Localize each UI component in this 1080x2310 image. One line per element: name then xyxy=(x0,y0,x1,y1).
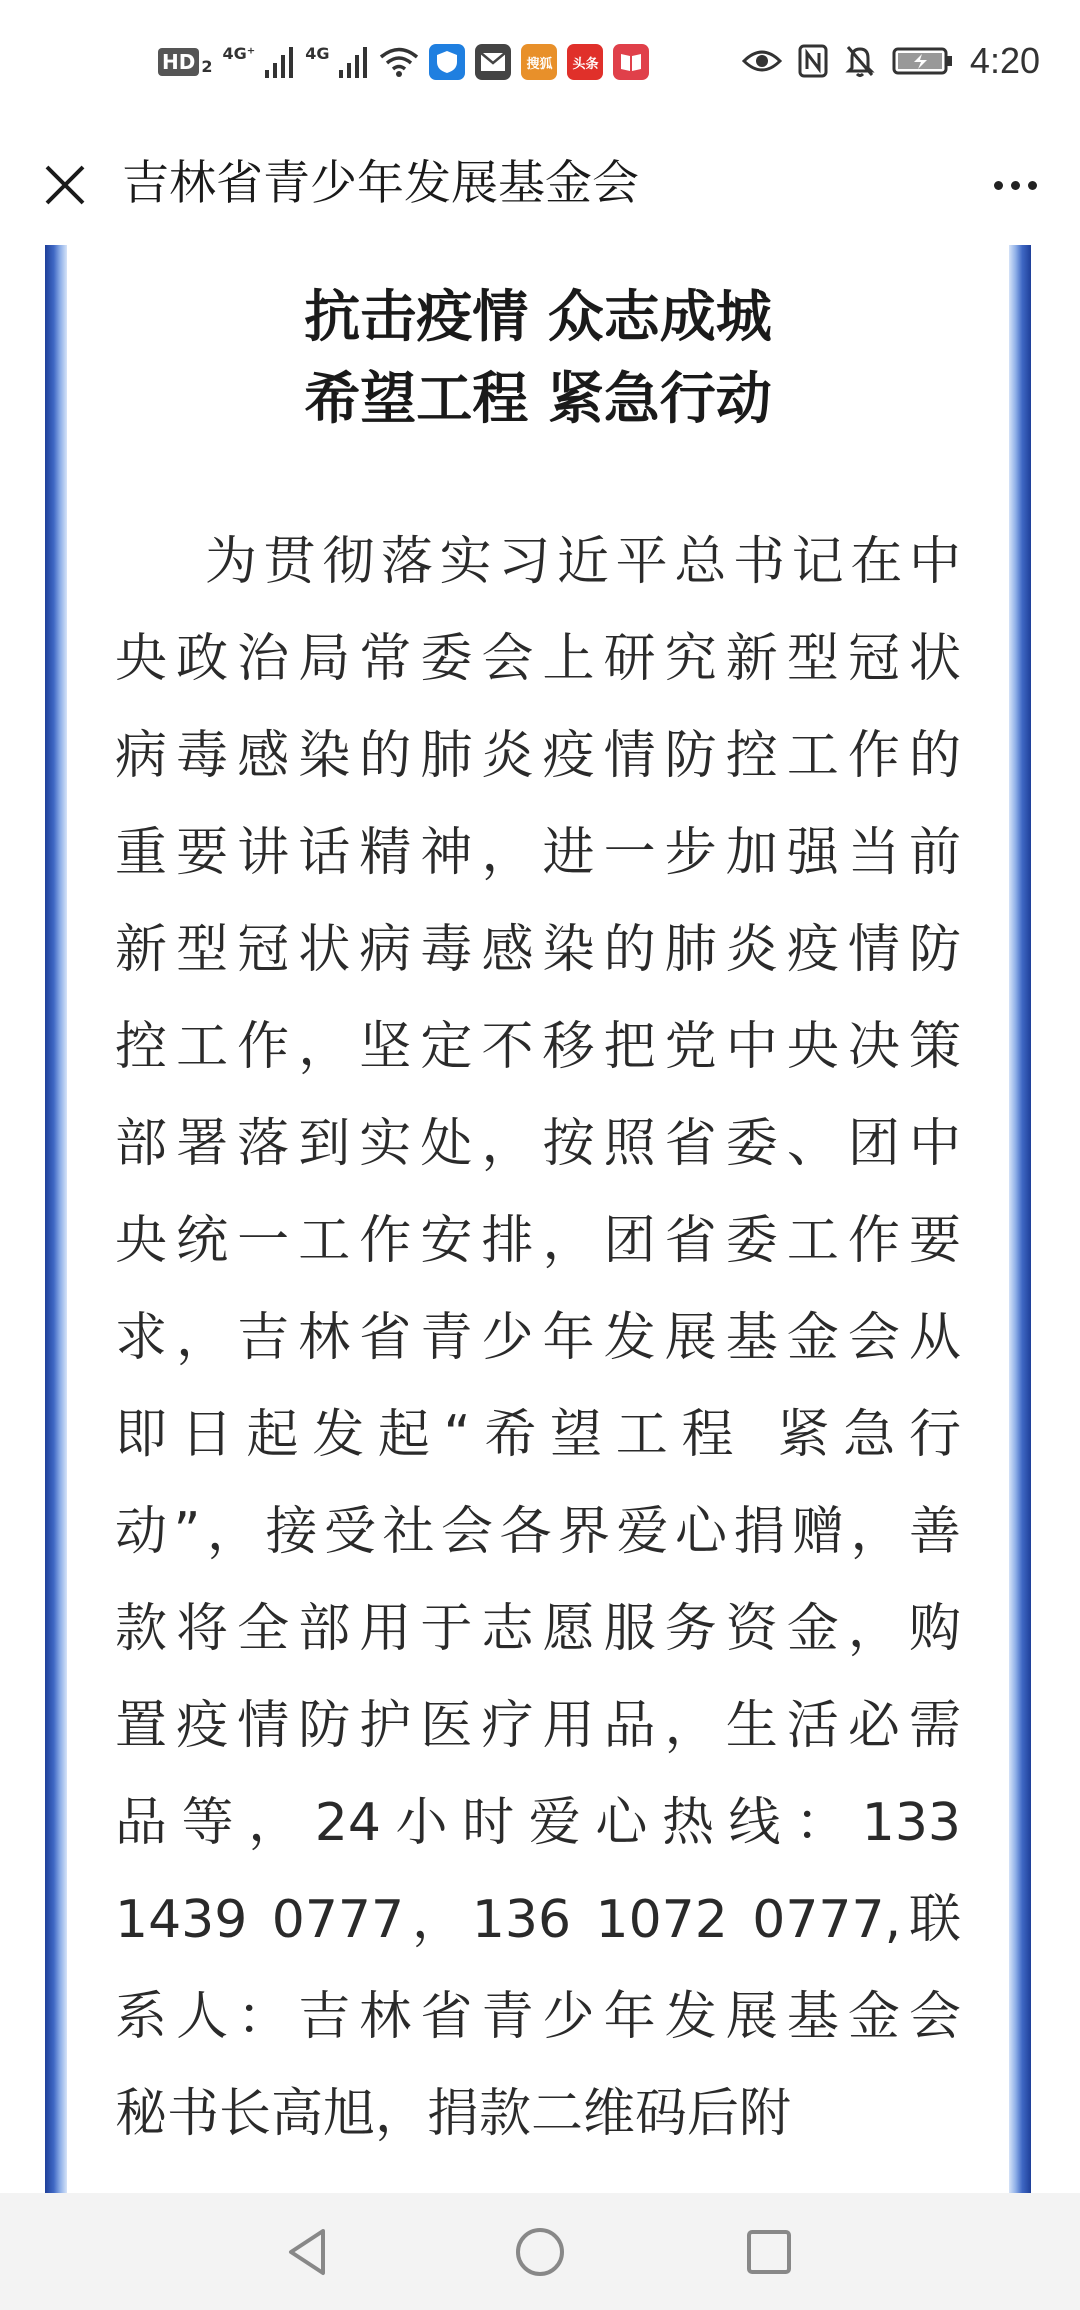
body-line-7: 部署落到实处，按照省委、团中 xyxy=(115,1114,961,1174)
status-right xyxy=(742,36,1040,86)
sohu-app-label: 搜狐 xyxy=(526,56,553,72)
body-line-3: 病毒感染的肺炎疫情防控工作的 xyxy=(115,726,961,786)
network-type-2: 4G xyxy=(305,44,330,63)
sohu-app-icon xyxy=(521,44,557,80)
mute-bell-icon xyxy=(844,44,876,78)
frame-border-left xyxy=(45,245,67,2193)
body-line-5: 新型冠状病毒感染的肺炎疫情防 xyxy=(115,920,961,980)
body-line-14: 品等，24小时爱心热线：133 xyxy=(115,1793,961,1853)
home-circle-icon xyxy=(514,2226,566,2278)
toutiao-app-label: 头条 xyxy=(572,56,599,72)
body-line-6: 控工作，坚定不移把党中央决策 xyxy=(115,1017,961,1077)
network-type-1: 4G⁺ xyxy=(222,44,256,63)
body-line-16: 系人：吉林省青少年发展基金会 xyxy=(115,1987,961,2047)
body-line-13: 置疫情防护医疗用品，生活必需 xyxy=(115,1696,961,1756)
nfc-icon xyxy=(798,44,828,78)
signal-strength-icon-2 xyxy=(339,46,369,78)
article-frame xyxy=(45,245,1031,2193)
nav-back-button[interactable] xyxy=(272,2217,342,2287)
body-line-4: 重要讲话精神，进一步加强当前 xyxy=(115,823,961,883)
battery-charging-icon xyxy=(892,46,954,76)
hd-label: HD xyxy=(158,48,199,76)
body-line-17: 秘书长高旭，捐款二维码后附 xyxy=(115,2084,792,2144)
body-line-15: 1439 0777，136 1072 0777,联 xyxy=(115,1890,961,1950)
title-bar xyxy=(0,125,1080,245)
frame-border-right xyxy=(1009,245,1031,2193)
hd-sub-label: 2 xyxy=(201,57,213,76)
toutiao-app-icon xyxy=(567,44,603,80)
status-bar xyxy=(0,0,1080,125)
nav-home-button[interactable] xyxy=(505,2217,575,2287)
system-nav-bar xyxy=(0,2193,1080,2310)
more-dot-icon xyxy=(1028,181,1037,190)
page-title: 吉林省青少年发展基金会 xyxy=(122,156,639,211)
body-line-1: 为贯彻落实习近平总书记在中 xyxy=(205,532,961,592)
headline-line-1: 抗击疫情 众志成城 xyxy=(304,285,772,350)
body-line-9: 求，吉林省青少年发展基金会从 xyxy=(115,1308,961,1368)
headline-line-2: 希望工程 紧急行动 xyxy=(304,367,772,432)
close-icon xyxy=(42,162,88,208)
body-line-11: 动”，接受社会各界爱心捐赠，善 xyxy=(115,1502,961,1562)
hd-voice-icon xyxy=(158,48,212,76)
wifi-icon xyxy=(379,46,419,78)
body-line-10: 即日起发起“希望工程 紧急行 xyxy=(115,1405,961,1465)
more-dot-icon xyxy=(994,181,1003,190)
back-triangle-icon xyxy=(285,2227,329,2277)
more-options-button[interactable] xyxy=(980,150,1050,220)
eye-comfort-icon xyxy=(742,47,782,75)
signal-strength-icon-1 xyxy=(265,46,295,78)
more-dot-icon xyxy=(1011,181,1020,190)
vpn-shield-icon xyxy=(429,44,465,80)
body-line-2: 央政治局常委会上研究新型冠状 xyxy=(115,629,961,689)
clock: 4:20 xyxy=(969,40,1040,81)
nav-recents-button[interactable] xyxy=(734,2217,804,2287)
close-button[interactable] xyxy=(30,150,100,220)
body-line-12: 款将全部用于志愿服务资金，购 xyxy=(115,1599,961,1659)
status-left xyxy=(158,40,649,84)
mail-icon xyxy=(475,44,511,80)
reader-app-icon xyxy=(613,44,649,80)
body-line-8: 央统一工作安排，团省委工作要 xyxy=(115,1211,961,1271)
recents-square-icon xyxy=(745,2228,793,2276)
